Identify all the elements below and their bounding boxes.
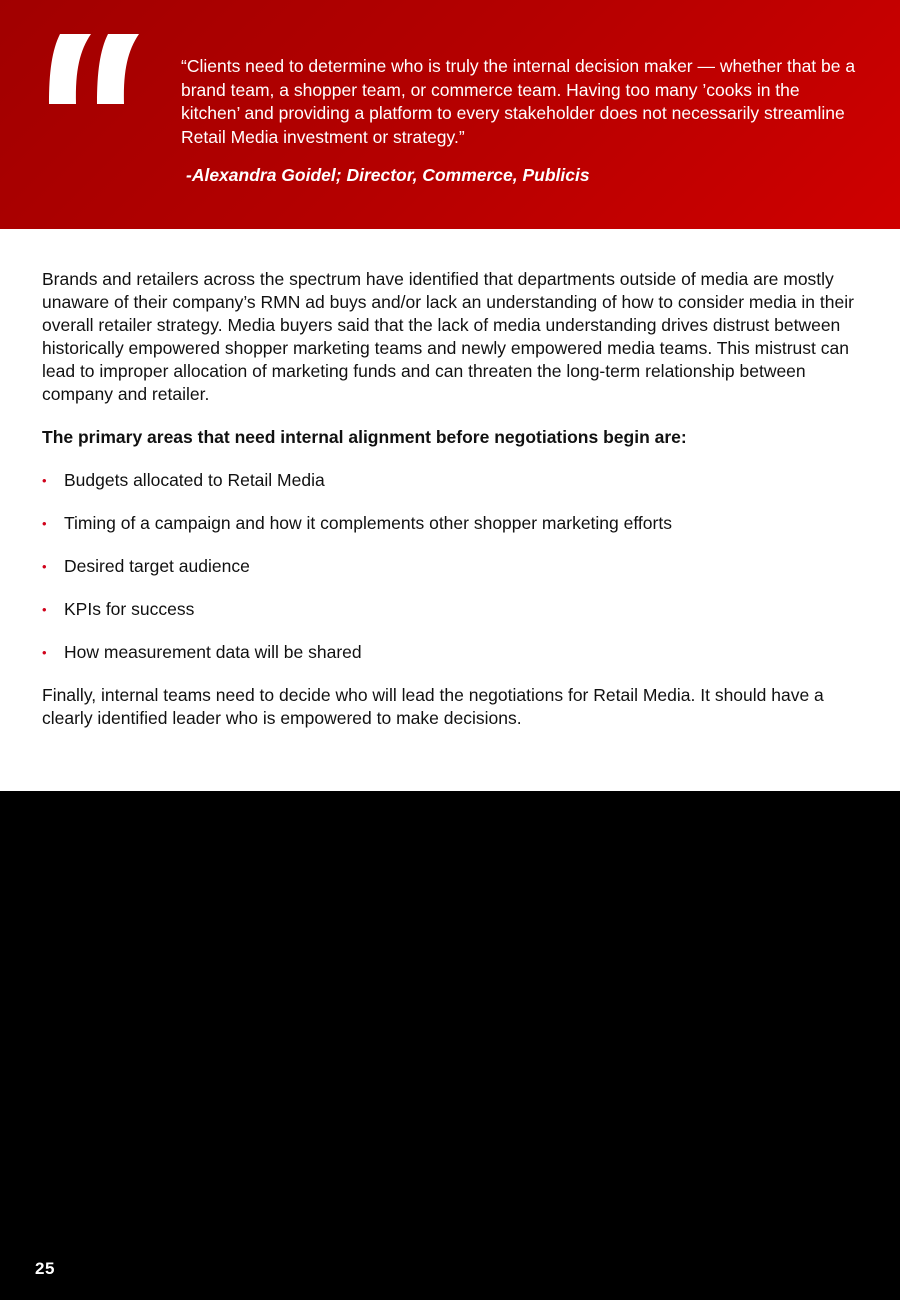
bullet-icon: • bbox=[42, 559, 47, 574]
main-content bbox=[42, 268, 860, 730]
list-item-text: Desired target audience bbox=[64, 556, 250, 576]
list-item-text: Timing of a campaign and how it complements other shopper marketing efforts bbox=[64, 513, 672, 533]
alignment-areas-list bbox=[42, 469, 860, 664]
bullet-list-heading: The primary areas that need internal alignment before negotiations begin are: bbox=[42, 427, 687, 447]
bullet-icon: • bbox=[42, 602, 47, 617]
black-footer-panel bbox=[0, 791, 900, 1300]
closing-paragraph: Finally, internal teams need to decide who will lead the negotiations for Retail Media. It should have a clearly identified leader who is empowered to make decisions. bbox=[42, 685, 824, 728]
bullet-icon: • bbox=[42, 473, 47, 488]
quote-banner bbox=[0, 0, 900, 229]
quotation-mark-icon bbox=[46, 32, 142, 106]
pull-quote-text: “Clients need to determine who is truly the internal decision maker — whether that be a brand team, a shopper team, or commerce team. Having too many ’cooks in the kitchen’ and providing a platform to every stakeholder does not necessarily streamline Retail Media investment or strategy.” bbox=[181, 56, 856, 147]
list-item-text: Budgets allocated to Retail Media bbox=[64, 470, 325, 490]
bullet-icon: • bbox=[42, 645, 47, 660]
intro-paragraph: Brands and retailers across the spectrum have identified that departments outside of media are mostly unaware of their company’s RMN ad buys and/or lack an understanding of how to consider media in their overall retailer strategy. Media buyers said that the lack of media understanding drives distrust between historically empowered shopper marketing teams and newly empowered media teams. This mistrust can lead to improper allocation of marketing funds and can threaten the long-term relationship between company and retailer. bbox=[42, 269, 854, 404]
list-item bbox=[42, 555, 860, 578]
list-item-text: How measurement data will be shared bbox=[64, 642, 362, 662]
list-item bbox=[42, 469, 860, 492]
quote-attribution: -Alexandra Goidel; Director, Commerce, Publicis bbox=[186, 165, 590, 185]
list-item bbox=[42, 512, 860, 535]
list-item-text: KPIs for success bbox=[64, 599, 195, 619]
list-item bbox=[42, 598, 860, 621]
list-item bbox=[42, 641, 860, 664]
page-number: 25 bbox=[35, 1259, 55, 1278]
bullet-icon: • bbox=[42, 516, 47, 531]
